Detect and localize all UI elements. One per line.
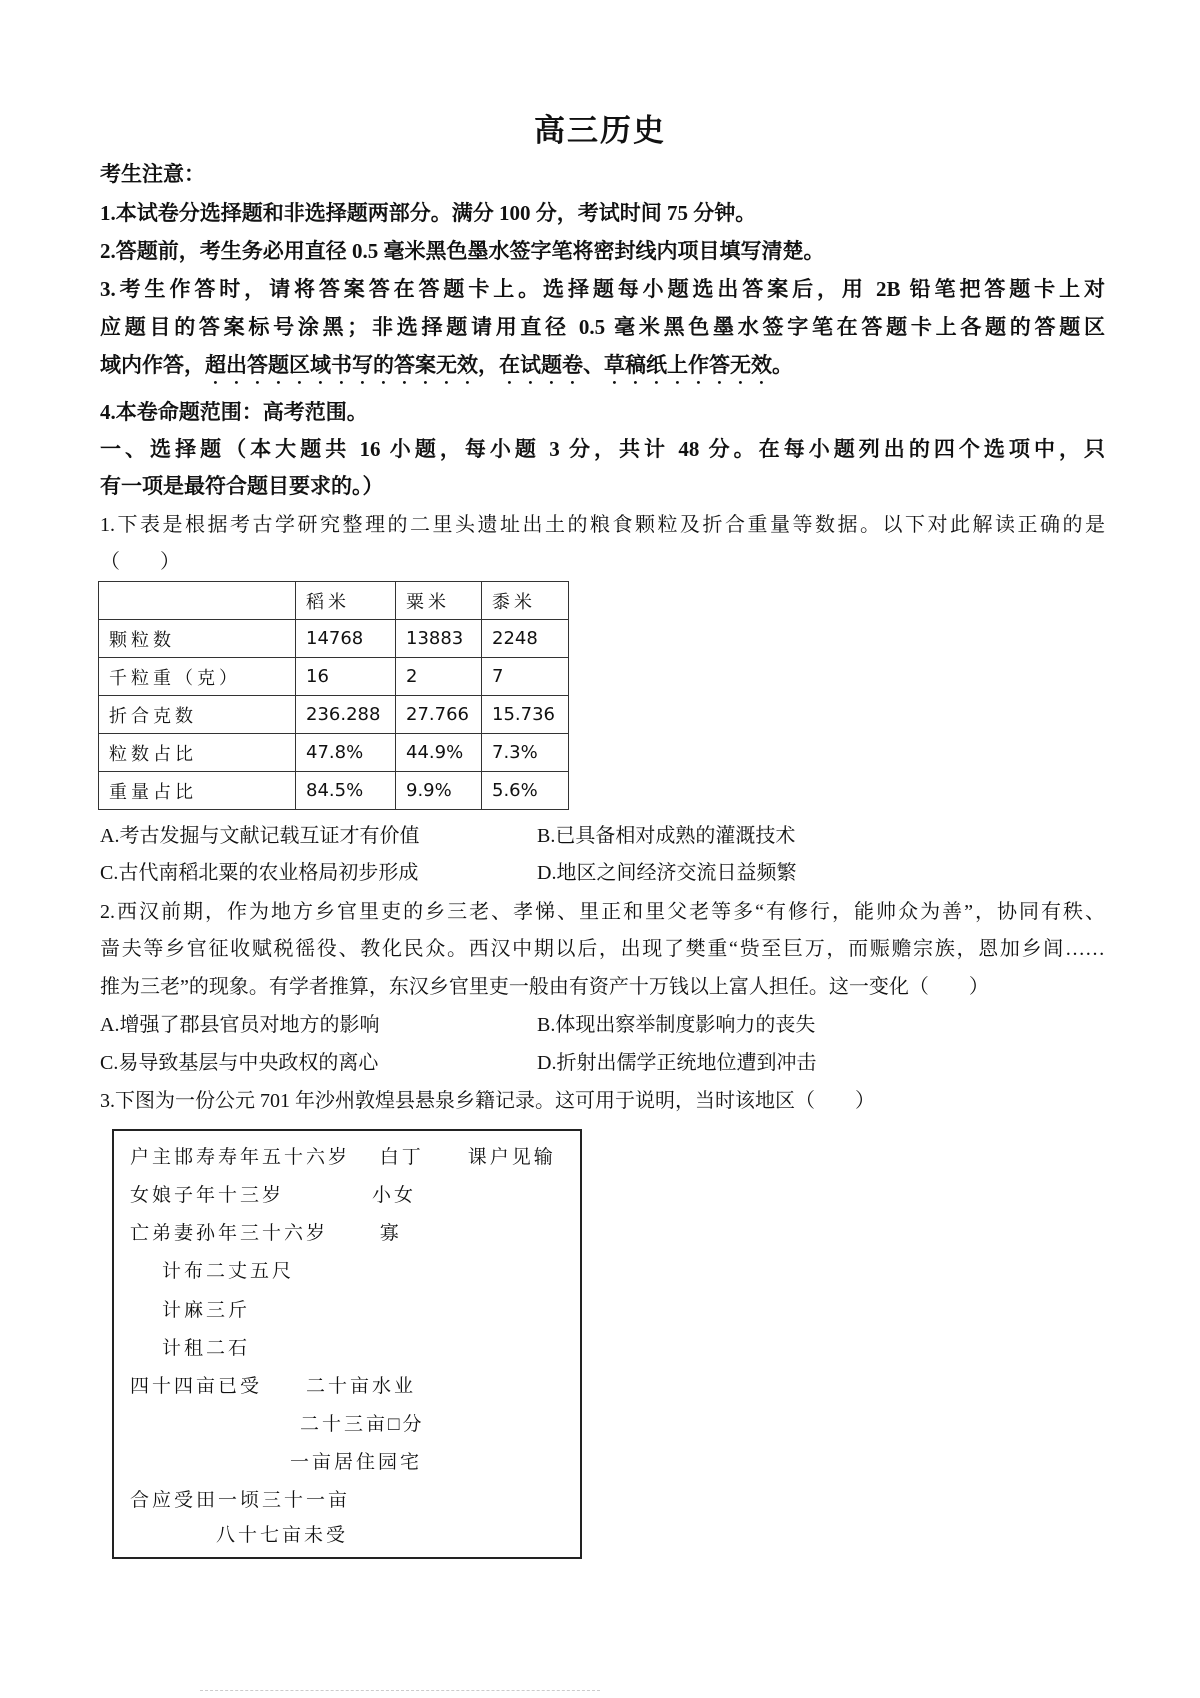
table-cell: 27.766 [396, 696, 482, 734]
record-line: 一亩居住园宅 [290, 1452, 423, 1473]
q2-stem: 推为三老”的现象。有学者推算，东汉乡官里吏一般由有资产十万钱以上富人担任。这一变化（ ） [100, 976, 989, 998]
row-label: 粒数占比 [99, 734, 296, 772]
grain-data-table [98, 581, 569, 810]
table-cell: 2248 [482, 620, 569, 658]
row-label: 折合克数 [99, 696, 296, 734]
table-row [99, 696, 569, 734]
table-cell: 47.8% [296, 734, 396, 772]
q2-option-c: C.易导致基层与中央政权的离心 [100, 1052, 379, 1074]
table-header-row [99, 582, 569, 620]
notice-item-3-cont: 应题目的答案标号涂黑；非选择题请用直径 0.5 毫米黑色墨水签字笔在答题卡上各题的答题区 [100, 315, 1105, 339]
q3-stem: 3.下图为一份公元 701 年沙州敦煌县悬泉乡籍记录。这可用于说明，当时该地区（ ） [100, 1090, 875, 1112]
q1-stem: 1.下表是根据考古学研究整理的二里头遗址出土的粮食颗粒及折合重量等数据。以下对此解读正确的是 [100, 514, 1105, 536]
q1-option-d: D.地区之间经济交流日益频繁 [537, 862, 797, 884]
table-cell: 44.9% [396, 734, 482, 772]
section-heading-cont: 有一项是最符合题目要求的。） [100, 474, 384, 498]
table-row [99, 734, 569, 772]
table-cell: 2 [396, 658, 482, 696]
q2-option-a: A.增强了郡县官员对地方的影响 [100, 1014, 380, 1036]
record-line: 八十七亩未受 [216, 1525, 349, 1546]
q2-option-d: D.折射出儒学正统地位遭到冲击 [537, 1052, 817, 1074]
notice-item-4: 4.本卷命题范围：高考范围。 [100, 400, 368, 424]
table-cell: 16 [296, 658, 396, 696]
table-cell: 7 [482, 658, 569, 696]
emphasized-warning: 超出答题区域书写的答案无效，在试题卷、草稿纸上作答无效 [205, 353, 772, 377]
table-cell: 7.3% [482, 734, 569, 772]
record-line: 计布二丈五尺 [162, 1261, 295, 1282]
record-line: 四十四亩已受 二十亩水业 [130, 1376, 417, 1397]
notice-heading: 考生注意： [100, 162, 205, 186]
table-row [99, 772, 569, 810]
table-cell: 15.736 [482, 696, 569, 734]
table-cell: 9.9% [396, 772, 482, 810]
table-row [99, 620, 569, 658]
row-label: 颗粒数 [99, 620, 296, 658]
q2-stem: 啬夫等乡官征收赋税徭役、教化民众。西汉中期以后，出现了樊重“赀至巨万，而赈赡宗族，恩加乡闾…… [100, 938, 1105, 960]
table-cell: 14768 [296, 620, 396, 658]
q1-option-c: C.古代南稻北粟的农业格局初步形成 [100, 862, 419, 884]
page-title: 高三历史 [534, 113, 666, 148]
row-label: 千粒重（克） [99, 658, 296, 696]
q1-option-b: B.已具备相对成熟的灌溉技术 [537, 825, 796, 847]
table-cell: 5.6% [482, 772, 569, 810]
record-line: 计麻三斤 [162, 1300, 251, 1321]
table-cell: 236.288 [296, 696, 396, 734]
household-register-figure [112, 1129, 582, 1559]
record-line: 亡弟妻孙年三十六岁 寡 [130, 1223, 402, 1244]
record-line: 合应受田一顷三十一亩 [130, 1490, 351, 1511]
notice-item-1: 1.本试卷分选择题和非选择题两部分。满分 100 分，考试时间 75 分钟。 [100, 201, 757, 225]
table-header: 稻米 [296, 582, 396, 620]
table-header [99, 582, 296, 620]
page-footer-divider [200, 1690, 600, 1691]
notice-item-2: 2.答题前，考生务必用直径 0.5 毫米黑色墨水签字笔将密封线内项目填写清楚。 [100, 239, 825, 263]
notice-text: 域内作答， [100, 353, 205, 377]
q1-option-a: A.考古发掘与文献记载互证才有价值 [100, 825, 420, 847]
q2-stem: 2.西汉前期，作为地方乡官里吏的乡三老、孝悌、里正和里父老等多“有修行，能帅众为善”，协同有秩、 [100, 901, 1105, 923]
table-cell: 13883 [396, 620, 482, 658]
table-header: 粟米 [396, 582, 482, 620]
record-line: 二十三亩□分 [300, 1414, 425, 1435]
section-heading: 一、选择题（本大题共 16 小题，每小题 3 分，共计 48 分。在每小题列出的四个选项中，只 [100, 437, 1105, 461]
record-line: 户主邯寿寿年五十六岁 白丁 课户见输 [130, 1147, 556, 1168]
q2-option-b: B.体现出察举制度影响力的丧失 [537, 1014, 816, 1036]
table-cell: 84.5% [296, 772, 396, 810]
record-line: 计租二石 [162, 1338, 251, 1359]
table-header: 黍米 [482, 582, 569, 620]
record-line: 女娘子年十三岁 小女 [130, 1185, 417, 1206]
notice-item-3: 3.考生作答时，请将答案答在答题卡上。选择题每小题选出答案后，用 2B 铅笔把答题卡上对 [100, 277, 1105, 301]
notice-text: 。 [772, 353, 793, 377]
q1-answer-bracket: （ ） [100, 551, 180, 573]
row-label: 重量占比 [99, 772, 296, 810]
notice-item-3-end [100, 351, 1105, 389]
table-row [99, 658, 569, 696]
